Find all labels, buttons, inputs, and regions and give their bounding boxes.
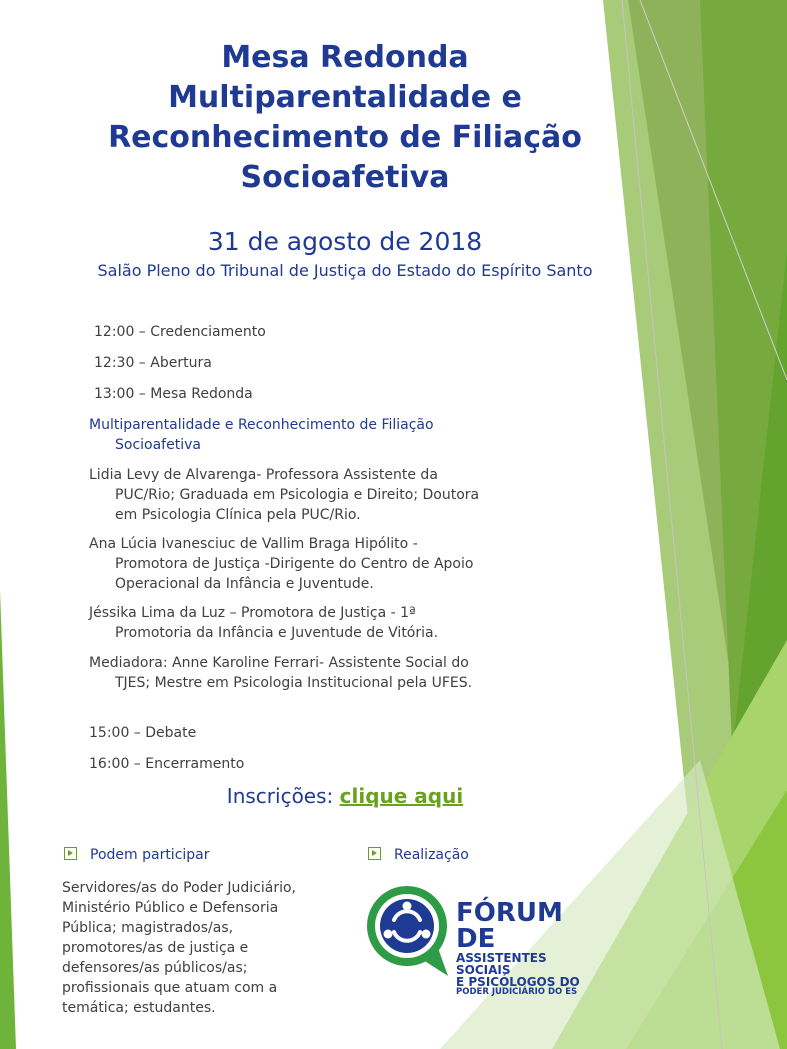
organizer-heading xyxy=(368,845,469,865)
play-bullet-icon xyxy=(368,847,381,860)
panel-mediator: Mediadora: Anne Karoline Ferrari- Assistente Social do TJES; Mestre em Psicologia Institucional pela UFES. xyxy=(89,655,473,691)
title-line-2: Multiparentalidade e xyxy=(168,80,522,115)
schedule-item-abertura: 12:30 – Abertura xyxy=(94,355,212,371)
logo-line-4: PODER JUDICIÁRIO DO ES xyxy=(456,987,578,997)
schedule-item-credenciamento: 12:00 – Credenciamento xyxy=(94,324,266,340)
registration-link[interactable]: clique aqui xyxy=(339,784,464,808)
schedule-item-debate: 15:00 – Debate xyxy=(89,725,197,741)
panelist-ana-lucia: Ana Lúcia Ivanesciuc de Vallim Braga Hipólito - Promotora de Justiça -Dirigente do Centro de Apoio Operacional da Infância e Juventude. xyxy=(89,536,474,592)
title-line-4: Socioafetiva xyxy=(240,160,450,195)
schedule-item-mesa-redonda: 13:00 – Mesa Redonda xyxy=(94,386,253,402)
title-line-3: Reconhecimento de Filiação xyxy=(108,120,582,155)
event-date: 31 de agosto de 2018 xyxy=(207,227,483,256)
participants-text: Servidores/as do Poder Judiciário, Ministério Público e Defensoria Pública; magistrados/as, promotores/as de justiça e defensores/as públicos/as; profissionais que atuam com a temática; estudantes. xyxy=(62,880,297,1016)
panelist-lidia: Lidia Levy de Alvarenga- Professora Assistente da PUC/Rio; Graduada em Psicologia e Direito; Doutora em Psicologia Clínica pela PUC/Rio. xyxy=(89,467,480,523)
logo-line-3: E PSICÓLOGOS DO xyxy=(456,975,580,989)
panelist-jessika: Jéssika Lima da Luz – Promotora de Justiça - 1ª Promotoria da Infância e Juventude de Vitória. xyxy=(89,605,439,641)
logo-line-1: FÓRUM DE xyxy=(456,898,563,954)
schedule-item-encerramento: 16:00 – Encerramento xyxy=(89,756,245,772)
speech-bubble-people-icon xyxy=(366,884,456,976)
logo-wordmark xyxy=(456,900,586,997)
forum-logo xyxy=(366,884,586,997)
participants-heading-label: Podem participar xyxy=(90,847,210,863)
page-title xyxy=(60,38,630,198)
play-bullet-icon xyxy=(64,847,77,860)
registration-line xyxy=(60,782,630,810)
participants-heading xyxy=(64,845,210,865)
event-venue: Salão Pleno do Tribunal de Justiça do Estado do Espírito Santo xyxy=(97,261,593,280)
logo-line-2: ASSISTENTES SOCIAIS xyxy=(456,951,547,977)
title-line-1: Mesa Redonda xyxy=(221,40,469,75)
registration-label: Inscrições: xyxy=(226,784,334,808)
organizer-heading-label: Realização xyxy=(394,847,469,863)
round-table-topic: Multiparentalidade e Reconhecimento de Filiação Socioafetiva xyxy=(89,417,434,453)
